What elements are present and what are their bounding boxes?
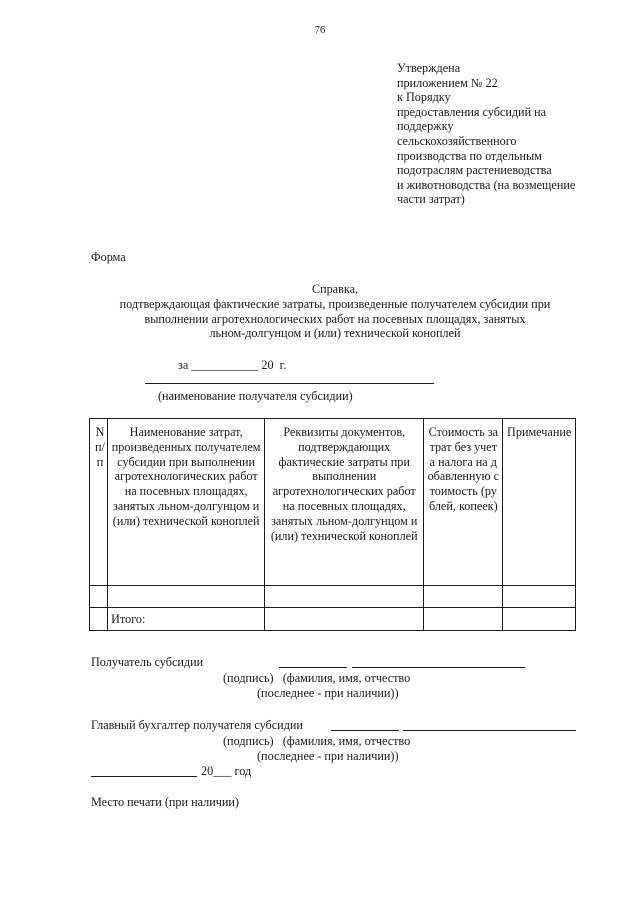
table-cell[interactable] bbox=[424, 586, 503, 608]
title-line: льном-долгунцом и (или) технической коноплей bbox=[209, 326, 461, 341]
table-row bbox=[90, 586, 576, 608]
table-cell[interactable] bbox=[265, 586, 424, 608]
header-cost: Стоимость затрат без учета налога на добавленную стоимость (рублей, копеек) bbox=[424, 419, 503, 586]
form-label: Форма bbox=[91, 250, 126, 264]
recipient-signature-row bbox=[91, 655, 203, 670]
accountant-captions bbox=[223, 734, 410, 749]
page-number: 76 bbox=[314, 25, 326, 36]
header-number: N п/п bbox=[90, 419, 108, 586]
table-cell[interactable] bbox=[265, 608, 424, 631]
table-cell[interactable] bbox=[108, 586, 265, 608]
approval-line: и животноводства (на возмещение bbox=[397, 177, 576, 192]
period-year: 20 bbox=[261, 358, 274, 372]
period-line bbox=[178, 358, 286, 373]
document-title bbox=[70, 282, 600, 341]
period-blank: ___________ bbox=[191, 358, 259, 372]
name-caption: (фамилия, имя, отчество bbox=[282, 671, 411, 685]
approval-block bbox=[397, 61, 612, 207]
approval-line: предоставления субсидий на bbox=[397, 104, 547, 119]
approval-line: подотраслям растениеводства bbox=[397, 163, 552, 178]
total-label: Итого: bbox=[108, 608, 265, 631]
name-caption: (фамилия, имя, отчество bbox=[282, 734, 411, 748]
header-note: Примечание bbox=[503, 419, 576, 586]
table-cell[interactable] bbox=[424, 608, 503, 631]
table-header-row bbox=[90, 419, 576, 586]
name-caption-note: (последнее - при наличии)) bbox=[257, 686, 399, 700]
total-row bbox=[90, 608, 576, 631]
recipient-captions bbox=[223, 671, 410, 686]
accountant-name-line bbox=[403, 730, 576, 731]
accountant-sign-line bbox=[331, 730, 399, 731]
recipient-name-line bbox=[145, 383, 434, 384]
table-cell[interactable] bbox=[90, 586, 108, 608]
header-documents: Реквизиты документов, подтверждающих фактические затраты при выполнении агротехнологических работ на посевных площадях, занятых льном-долгунцом и (или) технической коноплей bbox=[265, 419, 424, 586]
title-line: подтверждающая фактические затраты, произведенные получателем субсидии при bbox=[119, 296, 551, 311]
stamp-place: Место печати (при наличии) bbox=[91, 795, 239, 809]
expenses-table bbox=[89, 418, 576, 631]
approval-line: производства по отдельным bbox=[397, 148, 542, 163]
recipient-label: Получатель субсидии bbox=[91, 655, 204, 669]
approval-line: приложением № 22 bbox=[397, 75, 498, 90]
title-line: выполнении агротехнологических работ на посевных площадях, занятых bbox=[144, 311, 526, 326]
header-expense-name: Наименование затрат, произведенных получателем субсидии при выполнении агротехнологических работ на посевных площадях, занятых льном-долгунцом и (или) технической коноплей bbox=[108, 419, 265, 586]
period-suffix: г. bbox=[279, 358, 287, 372]
date-year: 20___ год bbox=[201, 764, 252, 778]
approval-line: к Порядку bbox=[397, 90, 451, 105]
name-caption-note: (последнее - при наличии)) bbox=[257, 749, 399, 763]
approval-line: поддержку bbox=[397, 119, 454, 134]
table-cell[interactable] bbox=[503, 608, 576, 631]
sign-caption: (подпись) bbox=[223, 734, 274, 748]
period-prefix: за bbox=[178, 358, 189, 372]
accountant-label: Главный бухгалтер получателя субсидии bbox=[91, 718, 303, 732]
recipient-caption: (наименование получателя субсидии) bbox=[158, 389, 353, 403]
recipient-sign-line bbox=[279, 667, 347, 668]
table-cell[interactable] bbox=[90, 608, 108, 631]
recipient-name-line bbox=[352, 667, 525, 668]
title-line: Справка, bbox=[311, 282, 359, 296]
approval-line: Утверждена bbox=[397, 61, 461, 75]
accountant-signature-row bbox=[91, 718, 303, 733]
date-line bbox=[91, 776, 197, 777]
table-cell[interactable] bbox=[503, 586, 576, 608]
approval-line: части затрат) bbox=[397, 192, 465, 207]
sign-caption: (подпись) bbox=[223, 671, 274, 685]
approval-line: сельскохозяйственного bbox=[397, 133, 517, 148]
